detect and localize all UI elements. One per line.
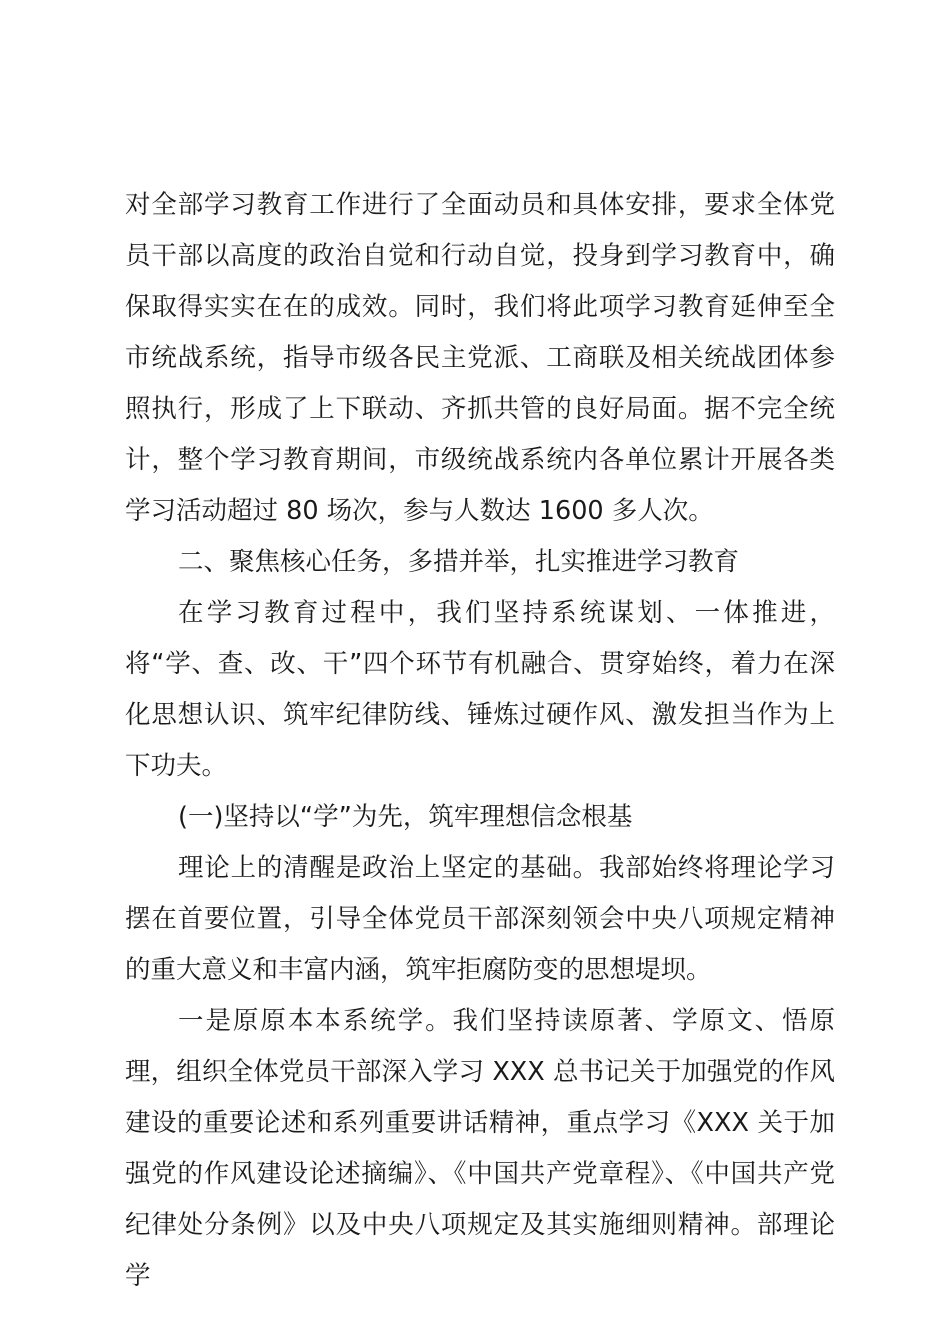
- paragraph-process-overview: 在学习教育过程中，我们坚持系统谋划、一体推进，将“学、查、改、干”四个环节有机融合、贯穿始终，着力在深化思想认识、筑牢纪律防线、锤炼过硬作风、激发担当作为上下功夫。: [125, 598, 835, 781]
- paragraph-systematic-study: 一是原原本本系统学。我们坚持读原著、学原文、悟原理，组织全体党员干部深入学习 XXX 总书记关于加强党的作风建设的重要论述和系列重要讲话精神，重点学习《XXX 关于加强党的作风建设论述摘编》、《中国共产党章程》、《中国共产党纪律处分条例》以及中央八项规定及其实施细则精神。部理论学: [125, 1006, 835, 1291]
- paragraph-mobilization-summary: 对全部学习教育工作进行了全面动员和具体安排，要求全体党员干部以高度的政治自觉和行动自觉，投身到学习教育中，确保取得实实在在的成效。同时，我们将此项学习教育延伸至全市统战系统，指导市级各民主党派、工商联及相关统战团体参照执行，形成了上下联动、齐抓共管的良好局面。据不完全统计，整个学习教育期间，市级统战系统内各单位累计开展各类学习活动超过 80 场次，参与人数达 1600 多人次。: [125, 190, 835, 526]
- paragraph-theory-importance: 理论上的清醒是政治上坚定的基础。我部始终将理论学习摆在首要位置，引导全体党员干部深刻领会中央八项规定精神的重大意义和丰富内涵，筑牢拒腐防变的思想堤坝。: [125, 853, 835, 985]
- document-body: [125, 180, 835, 1302]
- section-heading-two: 二、聚焦核心任务，多措并举，扎实推进学习教育: [178, 547, 740, 577]
- subsection-heading-one: (一)坚持以“学”为先，筑牢理想信念根基: [178, 802, 633, 832]
